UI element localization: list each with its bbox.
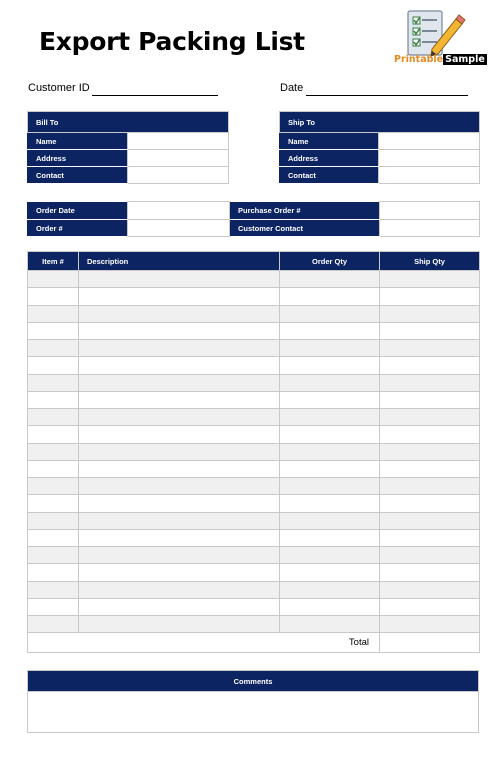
item-number-cell[interactable] <box>28 495 79 512</box>
item-number-cell[interactable] <box>28 598 79 615</box>
item-number-cell[interactable] <box>28 288 79 305</box>
description-cell[interactable] <box>79 374 280 391</box>
item-number-cell[interactable] <box>28 322 79 339</box>
item-number-cell[interactable] <box>28 443 79 460</box>
description-cell[interactable] <box>79 305 280 322</box>
ship-to-address-label: Address <box>280 150 379 167</box>
bill-to-contact-label: Contact <box>28 167 128 184</box>
ship-qty-cell[interactable] <box>380 616 480 633</box>
purchase-order-label: Purchase Order # <box>230 202 380 220</box>
item-number-cell[interactable] <box>28 512 79 529</box>
description-cell[interactable] <box>79 271 280 288</box>
description-cell[interactable] <box>79 616 280 633</box>
ship-qty-cell[interactable] <box>380 322 480 339</box>
order-info-table <box>27 201 480 237</box>
col-item-number: Item # <box>28 252 79 271</box>
ship-qty-cell[interactable] <box>380 478 480 495</box>
description-cell[interactable] <box>79 391 280 408</box>
bill-to-header: Bill To <box>28 112 229 133</box>
ship-to-header: Ship To <box>280 112 480 133</box>
item-number-cell[interactable] <box>28 271 79 288</box>
order-qty-cell[interactable] <box>280 409 380 426</box>
table-row <box>28 460 480 477</box>
comments-field[interactable] <box>28 692 479 733</box>
customer-contact-field[interactable] <box>380 220 480 237</box>
description-cell[interactable] <box>79 598 280 615</box>
date-label: Date <box>280 82 304 94</box>
items-table <box>27 251 480 653</box>
ship-qty-cell[interactable] <box>380 271 480 288</box>
item-number-cell[interactable] <box>28 409 79 426</box>
table-row <box>28 512 480 529</box>
item-number-cell[interactable] <box>28 529 79 546</box>
item-number-cell[interactable] <box>28 426 79 443</box>
order-qty-cell[interactable] <box>280 443 380 460</box>
bill-to-name-field[interactable] <box>128 133 229 150</box>
table-row <box>28 547 480 564</box>
total-label: Total <box>28 633 380 653</box>
ship-qty-cell[interactable] <box>380 512 480 529</box>
table-row <box>28 305 480 322</box>
bill-to-table <box>27 111 229 184</box>
description-cell[interactable] <box>79 495 280 512</box>
ship-qty-cell[interactable] <box>380 460 480 477</box>
order-qty-cell[interactable] <box>280 374 380 391</box>
bill-to-name-label: Name <box>28 133 128 150</box>
description-cell[interactable] <box>79 322 280 339</box>
item-number-cell[interactable] <box>28 305 79 322</box>
ship-qty-cell[interactable] <box>380 598 480 615</box>
order-number-field[interactable] <box>128 220 230 237</box>
order-qty-cell[interactable] <box>280 512 380 529</box>
order-qty-cell[interactable] <box>280 288 380 305</box>
order-number-label: Order # <box>28 220 128 237</box>
table-row <box>28 409 480 426</box>
ship-to-contact-label: Contact <box>280 167 379 184</box>
description-cell[interactable] <box>79 340 280 357</box>
order-date-label: Order Date <box>28 202 128 220</box>
logo-part1: Printable <box>394 54 444 65</box>
item-number-cell[interactable] <box>28 340 79 357</box>
ship-qty-cell[interactable] <box>380 426 480 443</box>
description-cell[interactable] <box>79 547 280 564</box>
ship-qty-cell[interactable] <box>380 581 480 598</box>
order-qty-cell[interactable] <box>280 340 380 357</box>
description-cell[interactable] <box>79 581 280 598</box>
order-qty-cell[interactable] <box>280 391 380 408</box>
item-number-cell[interactable] <box>28 478 79 495</box>
ship-to-name-field[interactable] <box>379 133 480 150</box>
ship-qty-cell[interactable] <box>380 288 480 305</box>
table-row <box>28 564 480 581</box>
ship-to-name-label: Name <box>280 133 379 150</box>
description-cell[interactable] <box>79 478 280 495</box>
order-qty-cell[interactable] <box>280 616 380 633</box>
order-qty-cell[interactable] <box>280 598 380 615</box>
table-row <box>28 616 480 633</box>
table-row <box>28 322 480 339</box>
order-qty-cell[interactable] <box>280 305 380 322</box>
customer-id-label: Customer ID <box>28 82 90 94</box>
table-row <box>28 495 480 512</box>
ship-qty-cell[interactable] <box>380 547 480 564</box>
order-qty-cell[interactable] <box>280 564 380 581</box>
order-qty-cell[interactable] <box>280 581 380 598</box>
ship-qty-cell[interactable] <box>380 391 480 408</box>
col-description: Description <box>79 252 280 271</box>
item-number-cell[interactable] <box>28 357 79 374</box>
table-row <box>28 340 480 357</box>
col-order-qty: Order Qty <box>280 252 380 271</box>
comments-table <box>27 670 479 733</box>
ship-qty-cell[interactable] <box>380 529 480 546</box>
table-row <box>28 581 480 598</box>
order-qty-cell[interactable] <box>280 426 380 443</box>
item-rows <box>28 271 480 633</box>
table-row <box>28 598 480 615</box>
order-qty-cell[interactable] <box>280 547 380 564</box>
bill-to-address-label: Address <box>28 150 128 167</box>
description-cell[interactable] <box>79 426 280 443</box>
ship-to-address-field[interactable] <box>379 150 480 167</box>
order-qty-cell[interactable] <box>280 529 380 546</box>
logo-wordmark <box>394 54 487 65</box>
order-date-field[interactable] <box>128 202 230 220</box>
description-cell[interactable] <box>79 460 280 477</box>
order-qty-cell[interactable] <box>280 478 380 495</box>
description-cell[interactable] <box>79 529 280 546</box>
customer-contact-label: Customer Contact <box>230 220 380 237</box>
item-number-cell[interactable] <box>28 374 79 391</box>
order-qty-cell[interactable] <box>280 460 380 477</box>
ship-qty-cell[interactable] <box>380 340 480 357</box>
ship-to-contact-field[interactable] <box>379 167 480 184</box>
ship-qty-cell[interactable] <box>380 305 480 322</box>
ship-qty-cell[interactable] <box>380 564 480 581</box>
date-field[interactable] <box>306 95 468 96</box>
table-row <box>28 288 480 305</box>
logo-part2: Sample <box>445 54 485 65</box>
ship-qty-cell[interactable] <box>380 409 480 426</box>
page-title: Export Packing List <box>39 27 305 56</box>
item-number-cell[interactable] <box>28 564 79 581</box>
item-number-cell[interactable] <box>28 391 79 408</box>
description-cell[interactable] <box>79 357 280 374</box>
table-row <box>28 529 480 546</box>
table-row <box>28 271 480 288</box>
table-row <box>28 443 480 460</box>
order-qty-cell[interactable] <box>280 495 380 512</box>
description-cell[interactable] <box>79 512 280 529</box>
description-cell[interactable] <box>79 564 280 581</box>
order-qty-cell[interactable] <box>280 357 380 374</box>
item-number-cell[interactable] <box>28 547 79 564</box>
customer-id-field[interactable] <box>92 95 218 96</box>
item-number-cell[interactable] <box>28 581 79 598</box>
table-row <box>28 357 480 374</box>
ship-qty-cell[interactable] <box>380 495 480 512</box>
ship-qty-cell[interactable] <box>380 374 480 391</box>
description-cell[interactable] <box>79 443 280 460</box>
order-qty-cell[interactable] <box>280 322 380 339</box>
ship-qty-cell[interactable] <box>380 443 480 460</box>
purchase-order-field[interactable] <box>380 202 480 220</box>
col-ship-qty: Ship Qty <box>380 252 480 271</box>
item-number-cell[interactable] <box>28 460 79 477</box>
ship-to-table <box>279 111 480 184</box>
item-number-cell[interactable] <box>28 616 79 633</box>
ship-qty-cell[interactable] <box>380 357 480 374</box>
comments-header: Comments <box>28 671 479 692</box>
description-cell[interactable] <box>79 288 280 305</box>
table-row <box>28 374 480 391</box>
description-cell[interactable] <box>79 409 280 426</box>
table-row <box>28 426 480 443</box>
bill-to-address-field[interactable] <box>128 150 229 167</box>
total-field[interactable] <box>380 633 480 653</box>
table-row <box>28 478 480 495</box>
bill-to-contact-field[interactable] <box>128 167 229 184</box>
table-row <box>28 391 480 408</box>
order-qty-cell[interactable] <box>280 271 380 288</box>
